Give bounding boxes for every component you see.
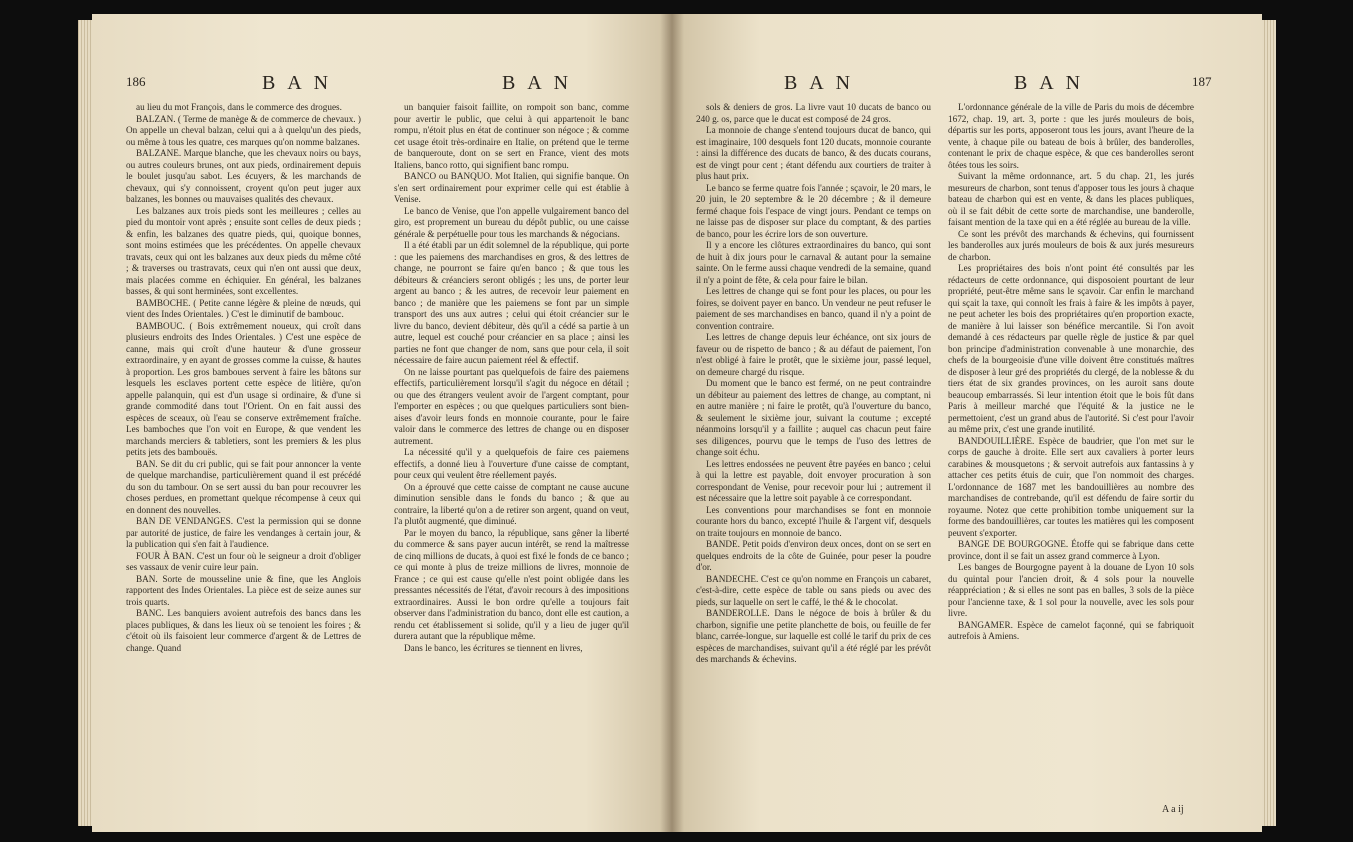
paragraph: L'ordonnance générale de la ville de Paris du mois de décembre 1672, chap. 19, art. 3, porte : que les jurés mouleurs de bois, départis sur les ports, apposeront tous les jours, avant l'heure de la vente, à chaque pile ou bateau de bois à brûler, des banderolles, contenant le prix de chaque espèce, & que ces banderolles seront ôtées tous les soirs.: [948, 102, 1194, 170]
paragraph: BANDE. Petit poids d'environ deux onces, dont on se sert en quelques endroits de la côte de Guinée, pour peser la poudre d'or.: [696, 539, 931, 572]
text-column-right: [948, 102, 1194, 643]
page-number: 186: [126, 74, 146, 89]
paragraph: BAN DE VENDANGES. C'est la permission qui se donne par autorité de justice, de faire les vendanges à certain jour, & la publication qui s'en fait à l'audience.: [126, 516, 361, 549]
right-page: [672, 14, 1262, 832]
text-column-left: [126, 102, 361, 654]
page-number: 187: [1192, 74, 1212, 89]
paragraph: Suivant la même ordonnance, art. 5 du chap. 21, les jurés mesureurs de charbon, sont tenus d'apposer tous les jours à chaque bateau de charbon qui est en vente, & dans les places publiques, où il se fait débit de cette sorte de marchandise, une banderolle, faisant mention de la taxe qui en a été réglée au bureau de la ville.: [948, 171, 1194, 227]
paragraph: BALZAN. ( Terme de manège & de commerce de chevaux. ) On appelle un cheval balzan, celui qui a à quelqu'un des pieds, ou même à tous les quatre, ces marques qu'on nomme balzanes.: [126, 113, 361, 147]
paragraph: sols & deniers de gros. La livre vaut 10 ducats de banco ou 240 g. os, parce que le ducat est composé de 24 gros.: [696, 102, 931, 124]
signature-mark: A a ij: [1162, 804, 1184, 815]
paragraph: un banquier faisoit faillite, on rompoit son banc, comme pour avertir le public, que celui à qui appartenoit le banc rompu, n'étoit plus en état de continuer son négoce ; & comme cet usage étoit très-ordinaire en Italie, on prétend que le terme de banqueroute, dont on se sert en France, vient des mots Italiens, banco rotto, qui signifient banc rompu.: [394, 102, 629, 170]
paragraph: BANGAMER. Espèce de camelot façonné, qui se fabriquoit autrefois à Amiens.: [948, 619, 1194, 641]
paragraph: Par le moyen du banco, la république, sans gêner la liberté du commerce & sans payer aucun intérêt, se rend la maîtresse de cinq millions de ducats, à quoi est fixé le fonds de ce banco ; ce qui monte à plus de treize millions de livres, monnoie de France ; ce qui est cause qu'elle n'est point obligée dans les pressantes nécessités de l'état, d'avoir recours à des impositions extraordinaires. Aussi le bon ordre qu'elle a toujours fait observer dans l'administration du banco, dont elle est caution, a rendu cet établissement si solide, qu'il y a lieu de juger qu'il durera autant que la république même.: [394, 527, 629, 641]
paragraph: BAN. Sorte de mousseline unie & fine, que les Anglois rapportent des Indes Orientales. La pièce est de seize aunes sur trois quarts.: [126, 573, 361, 607]
paragraph: au lieu du mot François, dans le commerce des drogues.: [136, 102, 342, 112]
left-page: [92, 14, 672, 832]
running-head: B A N: [784, 72, 855, 94]
paragraph: Dans le banco, les écritures se tiennent en livres,: [404, 642, 583, 653]
paragraph: Le banco se ferme quatre fois l'année ; sçavoir, le 20 mars, le 20 juin, le 20 septembre & le 20 décembre ; & il demeure fermé chaque fois l'espace de vingt jours. Pendant ce temps on ne laisse pas de disposer sur place du comptant, & des parties de banco, pour les écrire lors de son ouverture.: [696, 182, 931, 239]
right-page-edges: [1262, 20, 1276, 826]
paragraph: Ce sont les prévôt des marchands & échevins, qui fournissent les banderolles aux jurés mouleurs de bois & aux jurés mesureurs de charbon.: [948, 228, 1194, 262]
paragraph: Les lettres de change qui se font pour les places, ou pour les foires, se doivent payer en banco. Un vendeur ne peut refuser le paiement de ses marchandises en banco, quand il n'y a point de convention contraire.: [696, 286, 931, 331]
paragraph: Il y a encore les clôtures extraordinaires du banco, qui sont de huit à dix jours pour le carnaval & autant pour la semaine sainte. On le ferme aussi chaque vendredi de la semaine, quand il n'y a point de fête, & cela pour faire le bilan.: [696, 240, 931, 285]
paragraph: BAN. Se dit du cri public, qui se fait pour annoncer la vente de quelque marchandise, particulièrement quand il est précédé du son du tambour. On se sert aussi du ban pour recouvrer les choses perdues, en promettant quelque récompense à ceux qui en donnent des nouvelles.: [126, 458, 361, 515]
paragraph: La monnoie de change s'entend toujours ducat de banco, qui est imaginaire, 100 desquels font 120 ducats, monnoie courante : ainsi la différence des ducats de banco, & des ducats courans, est de vingt pour cent ; étant défendu aux courtiers de traiter à plus haut prix.: [696, 125, 931, 181]
paragraph: On a éprouvé que cette caisse de comptant ne cause aucune diminution sensible dans le fonds du banco ; & que au contraire, la liberté qu'on a de retirer son argent, quand on veut, l'a plutôt augmenté, que diminué.: [394, 481, 629, 526]
paragraph: BANCO ou BANQUO. Mot Italien, qui signifie banque. On s'en sert ordinairement pour exprimer celle qui est établie à Venise.: [394, 171, 629, 204]
paragraph: La nécessité qu'il y a quelquefois de faire ces paiemens effectifs, a donné lieu à l'ouverture d'une caisse de comptant, pour ceux qui veulent être réellement payés.: [394, 447, 629, 480]
paragraph: Le banco de Venise, que l'on appelle vulgairement banco del giro, est proprement un bureau du dépôt public, ou une caisse générale & perpétuelle pour tous les marchands & négocians.: [394, 205, 629, 239]
text-column-right: [394, 102, 629, 654]
paragraph: BANDECHE. C'est ce qu'on nomme en François un cabaret, c'est-à-dire, cette espèce de table ou sans pieds ou avec des pieds, sur laquelle on sert le caffé, le thé & le chocolat.: [696, 573, 931, 607]
paragraph: Les lettres endossées ne peuvent être payées en banco ; celui à qui la lettre est payable, doit envoyer procuration à son correspondant de Venise, pour recevoir pour lui ; autrement il est nécessaire que la lettre soit payable à ce correspondant.: [696, 458, 931, 503]
paragraph: BANDOUILLIÈRE. Espèce de baudrier, que l'on met sur le corps de gauche à droite. Elle sert aux cavaliers à porter leurs carabines & mousquetons ; & servoit autrefois aux fantassins à y attacher ces petits étuis de cuir, que l'on nommoit des charges. L'ordonnance de 1687 met les bandouillières au nombre des marchandises de contrebande, qu'il est défendu de faire sortir du royaume. Notez que cette prohibition tombe uniquement sur la forme des bandouillières, car toutes les matières qui les composent peuvent s'exporter.: [948, 435, 1194, 538]
paragraph: BAMBOUC. ( Bois extrêmement noueux, qui croît dans plusieurs endroits des Indes Orientales. ) C'est une espèce de canne, mais qui croît d'une hauteur & d'une grosseur extraordinaire, y en ayant de grosses comme la cuisse, & hautes à proportion. Les gros bamboues servent à faire les bâtons sur lesquels les esclaves portent cette espèce de litière, qu'on appelle palanquin, qui est d'un usage si ordinaire, & d'une si grande commodité dans tout l'Orient. On en fait aussi des espèces de sceaux, où l'eau se conserve extrêmement fraîche. Les bamboches que l'on voit en Europe, & que vendent les marchands merciers & tabletiers, sont les premiers & les plus petits jets des bambouës.: [126, 320, 361, 457]
paragraph: BANC. Les banquiers avoient autrefois des bancs dans les places publiques, & dans les lieux où se tenoient les foires ; & c'étoit où ils faisoient leur commerce d'argent & de Lettres de change. Quand: [126, 608, 361, 653]
running-head: B A N: [262, 72, 333, 94]
paragraph: Du moment que le banco est fermé, on ne peut contraindre un débiteur au paiement des lettres de change, au comptant, ni en autre manière ; ni faire le protêt, qu'à l'ouverture du banco, & seulement le sixième jour, suivant la coutume ; excepté néanmoins lorsqu'il y a faillite ; auquel cas chacun peut faire ses diligences, pourvu que le temps de l'uso des lettres de change soit échu.: [696, 378, 931, 457]
paragraph: Les banges de Bourgogne payent à la douane de Lyon 10 sols du quintal pour l'ancien droit, & 4 sols pour la nouvelle réappréciation ; & si elles ne sont pas en balles, 3 sols de la pièce pour l'ancienne taxe, & 1 sol pour la nouvelle, avec les sols pour livre.: [948, 562, 1194, 618]
paragraph: Les lettres de change depuis leur échéance, ont six jours de faveur ou de rispetto de banco ; & au défaut de paiement, l'on n'est obligé à faire le protêt, que le sixième jour, passé lequel, on demeure chargé du risque.: [696, 332, 931, 377]
book-gutter: [660, 14, 684, 832]
paragraph: On ne laisse pourtant pas quelquefois de faire des paiemens effectifs, particulièrement lorsqu'il s'agit du négoce en détail ; ou que des étrangers veulent avoir de l'argent comptant, pour l'emporter en espèces ; ou que quelques particuliers sont bien-aises d'avoir leurs fonds en monnoie courante, pour le faire valoir dans le commerce des lettres de change ou en disposer autrement.: [394, 366, 629, 446]
running-head: B A N: [502, 72, 573, 94]
left-page-edges: [78, 20, 92, 826]
paragraph: Les propriétaires des bois n'ont point été consultés par les rédacteurs de cette ordonnance, qui disposoient pourtant de leur propriété, peut-être même sans le sçavoir. Car enfin le marchand qui sçait la taxe, qui connoît les frais à faire & les impôts à payer, ne peut acheter les bois des propriétaires qu'en proportion exacte, de manière à lui laisser son bénéfice mercantile. Si l'on avoit demandé à ces rédacteurs par quelle règle de justice & par quel bon principe d'administration convenable à une monarchie, des chefs de la bourgeoisie d'une ville doivent être constitués maîtres de disposer à leur gré des propriétés du clergé, de la noblesse & du tiers état de six grandes provinces, on les auroit sans doute beaucoup embarrassés. Si leur intention étoit que le bois fût dans Paris à meilleur marché que l'équité & la justice ne le permettoient, c'est un grand abus de l'autorité. Si c'est pour l'avoir au même prix, c'est une grande inutilité.: [948, 263, 1194, 434]
paragraph: Les conventions pour marchandises se font en monnoie courante hors du banco, excepté l'huile & l'argent vif, desquels on traite toujours en monnoie de banco.: [696, 504, 931, 538]
paragraph: Il a été établi par un édit solemnel de la république, qui porte : que les paiemens des marchandises en gros, & des lettres de change, ne pourront se faire qu'en banco ; & que tous les débiteurs & créanciers seront obligés ; les uns, de porter leur argent au banco ; & les autres, de recevoir leur paiement en banco ; de manière que les paiemens se font par un simple transport des uns aux autres ; celui qui étoit créancier sur le livre du banco, devient débiteur, dès qu'il a cédé sa partie à un autre, lequel est couché pour créancier en sa place ; ainsi les parties ne font que changer de nom, sans que pour cela, il soit nécessaire de faire aucun paiement réel & effectif.: [394, 240, 629, 365]
paragraph: BAMBOCHE. ( Petite canne légère & pleine de nœuds, qui vient des Indes Orientales. ) C'est le diminutif de bambouc.: [126, 297, 361, 319]
paragraph: Les balzanes aux trois pieds sont les meilleures ; celles au pied du montoir vont après ; ensuite sont celles de deux pieds ; & enfin, les balzanes des quatre pieds, qui, quoique bonnes, sont moins estimées que les précédentes. On appelle chevaux travats, ceux qui ont les balzanes aux deux pieds du même côté ; & traverses ou trastravats, ceux qui n'en ont aussi que deux, mais placées comme en échiquier. En général, les balzanes basses, & qui sont herminées, sont excellentes.: [126, 205, 361, 296]
paragraph: BALZANE. Marque blanche, que les chevaux noirs ou bays, ou autres couleurs brunes, ont aux pieds, ordinairement depuis le boulet jusqu'au sabot. Les écuyers, & les marchands de chevaux, qui s'y connoissent, croyent qu'on peut juger aux balzanes, les bonnes ou mauvaises qualités des chevaux.: [126, 148, 361, 204]
text-column-left: [696, 102, 931, 666]
running-head: B A N: [1014, 72, 1085, 94]
paragraph: BANDEROLLE. Dans le négoce de bois à brûler & du charbon, signifie une petite planchette de bois, ou feuille de fer blanc, carrée-longue, sur laquelle est collé le tarif du prix de ces espèces de marchandises, suivant qu'il a été réglé par les prévôt des marchands & échevins.: [696, 608, 931, 664]
paragraph: FOUR À BAN. C'est un four où le seigneur a droit d'obliger ses vassaux de venir cuire leur pain.: [126, 550, 361, 572]
paragraph: BANGE DE BOURGOGNE. Étoffe qui se fabrique dans cette province, dont il se fait un assez grand commerce à Lyon.: [948, 539, 1194, 561]
